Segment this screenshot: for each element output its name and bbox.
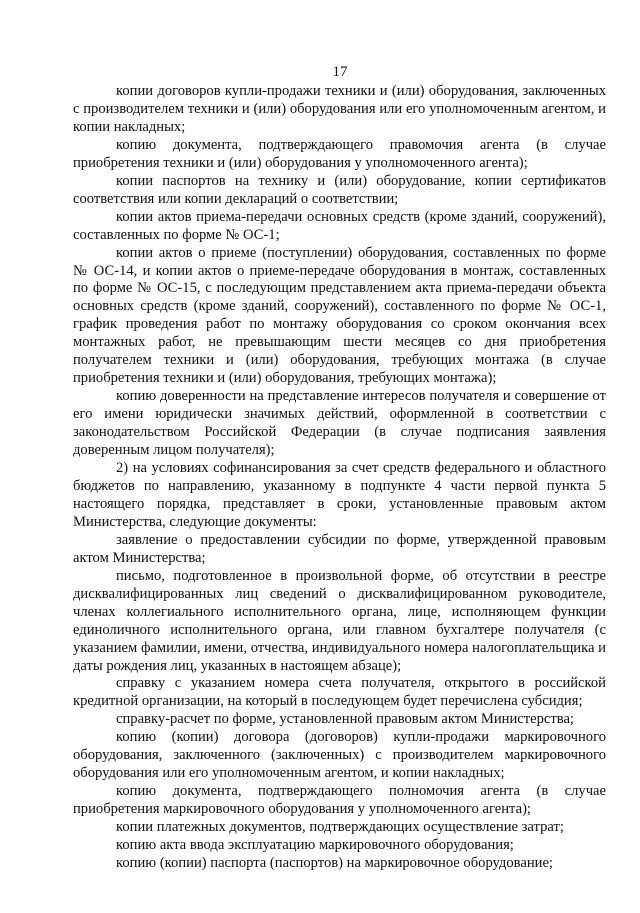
paragraph: копии актов приема-передачи основных средств (кроме зданий, сооружений), составленных по форме № ОС-1; bbox=[73, 208, 606, 243]
paragraph: копии актов о приеме (поступлении) оборудования, составленных по форме № ОС-14, и копии актов о приеме-передаче оборудования в монтаж, составленных по форме № ОС-15, с последующим представлением акта приема-передачи объекта основных средств (кроме зданий, сооружений), составленного по форме № ОС-1, график проведения работ по монтажу оборудования со сроком окончания всех монтажных работ, не превышающим шести месяцев со дня приобретения получателем техники и (или) оборудования, требующих монтажа (в случае приобретения техники и (или) оборудования, требующих монтажа); bbox=[73, 244, 606, 387]
paragraph: 2) на условиях софинансирования за счет средств федерального и областного бюджетов по направлению, указанному в подпункте 4 части первой пункта 5 настоящего порядка, представляет в сроки, установленные правовым актом Министерства, следующие документы: bbox=[73, 460, 606, 530]
paragraph: справку с указанием номера счета получателя, открытого в российской кредитной организации, на который в последующем будет перечислена субсидия; bbox=[73, 675, 606, 710]
paragraph: копию документа, подтверждающего правомочия агента (в случае приобретения техники и (или) оборудования у уполномоченного агента); bbox=[73, 136, 606, 171]
paragraph: копию документа, подтверждающего полномочия агента (в случае приобретения маркировочного оборудования у уполномоченного агента); bbox=[73, 783, 606, 818]
paragraph: копию доверенности на представление интересов получателя и совершение от его имени юридически значимых действий, оформленной в соответствии с законодательством Российской Федерации (в случае подписания заявления доверенным лицом получателя); bbox=[73, 388, 606, 459]
document-body bbox=[73, 83, 606, 873]
paragraph: копии договоров купли-продажи техники и (или) оборудования, заключенных с производителем техники и (или) оборудования или его уполномоченным агентом, и копии накладных; bbox=[73, 83, 606, 135]
paragraph: копию (копии) договора (договоров) купли-продажи маркировочного оборудования, заключенного (заключенных) с производителем маркировочного оборудования или его уполномоченным агентом, и копии накладных; bbox=[73, 729, 606, 782]
paragraph: копии платежных документов, подтверждающих осуществление затрат; bbox=[116, 819, 564, 836]
paragraph: заявление о предоставлении субсидии по форме, утвержденной правовым актом Министерства; bbox=[73, 531, 606, 566]
paragraph: копию (копии) паспорта (паспортов) на маркировочное оборудование; bbox=[116, 854, 553, 871]
paragraph: справку-расчет по форме, установленной правовым актом Министерства; bbox=[116, 711, 574, 728]
paragraph: письмо, подготовленное в произвольной форме, об отсутствии в реестре дисквалифицированных лиц сведений о дисквалифицированном руководителе, членах коллегиального исполнительного органа, лице, исполняющем функции единоличного исполнительного органа, или главном бухгалтере получателя (с указанием фамилии, имени, отчества, индивидуального номера налогоплательщика и даты рождения лиц, указанных в настоящем абзаце); bbox=[73, 567, 606, 674]
page-number: 17 bbox=[332, 64, 348, 80]
paragraph: копию акта ввода эксплуатацию маркировочного оборудования; bbox=[116, 837, 514, 854]
paragraph: копии паспортов на технику и (или) оборудование, копии сертификатов соответствия или копии деклараций о соответствии; bbox=[73, 172, 606, 207]
